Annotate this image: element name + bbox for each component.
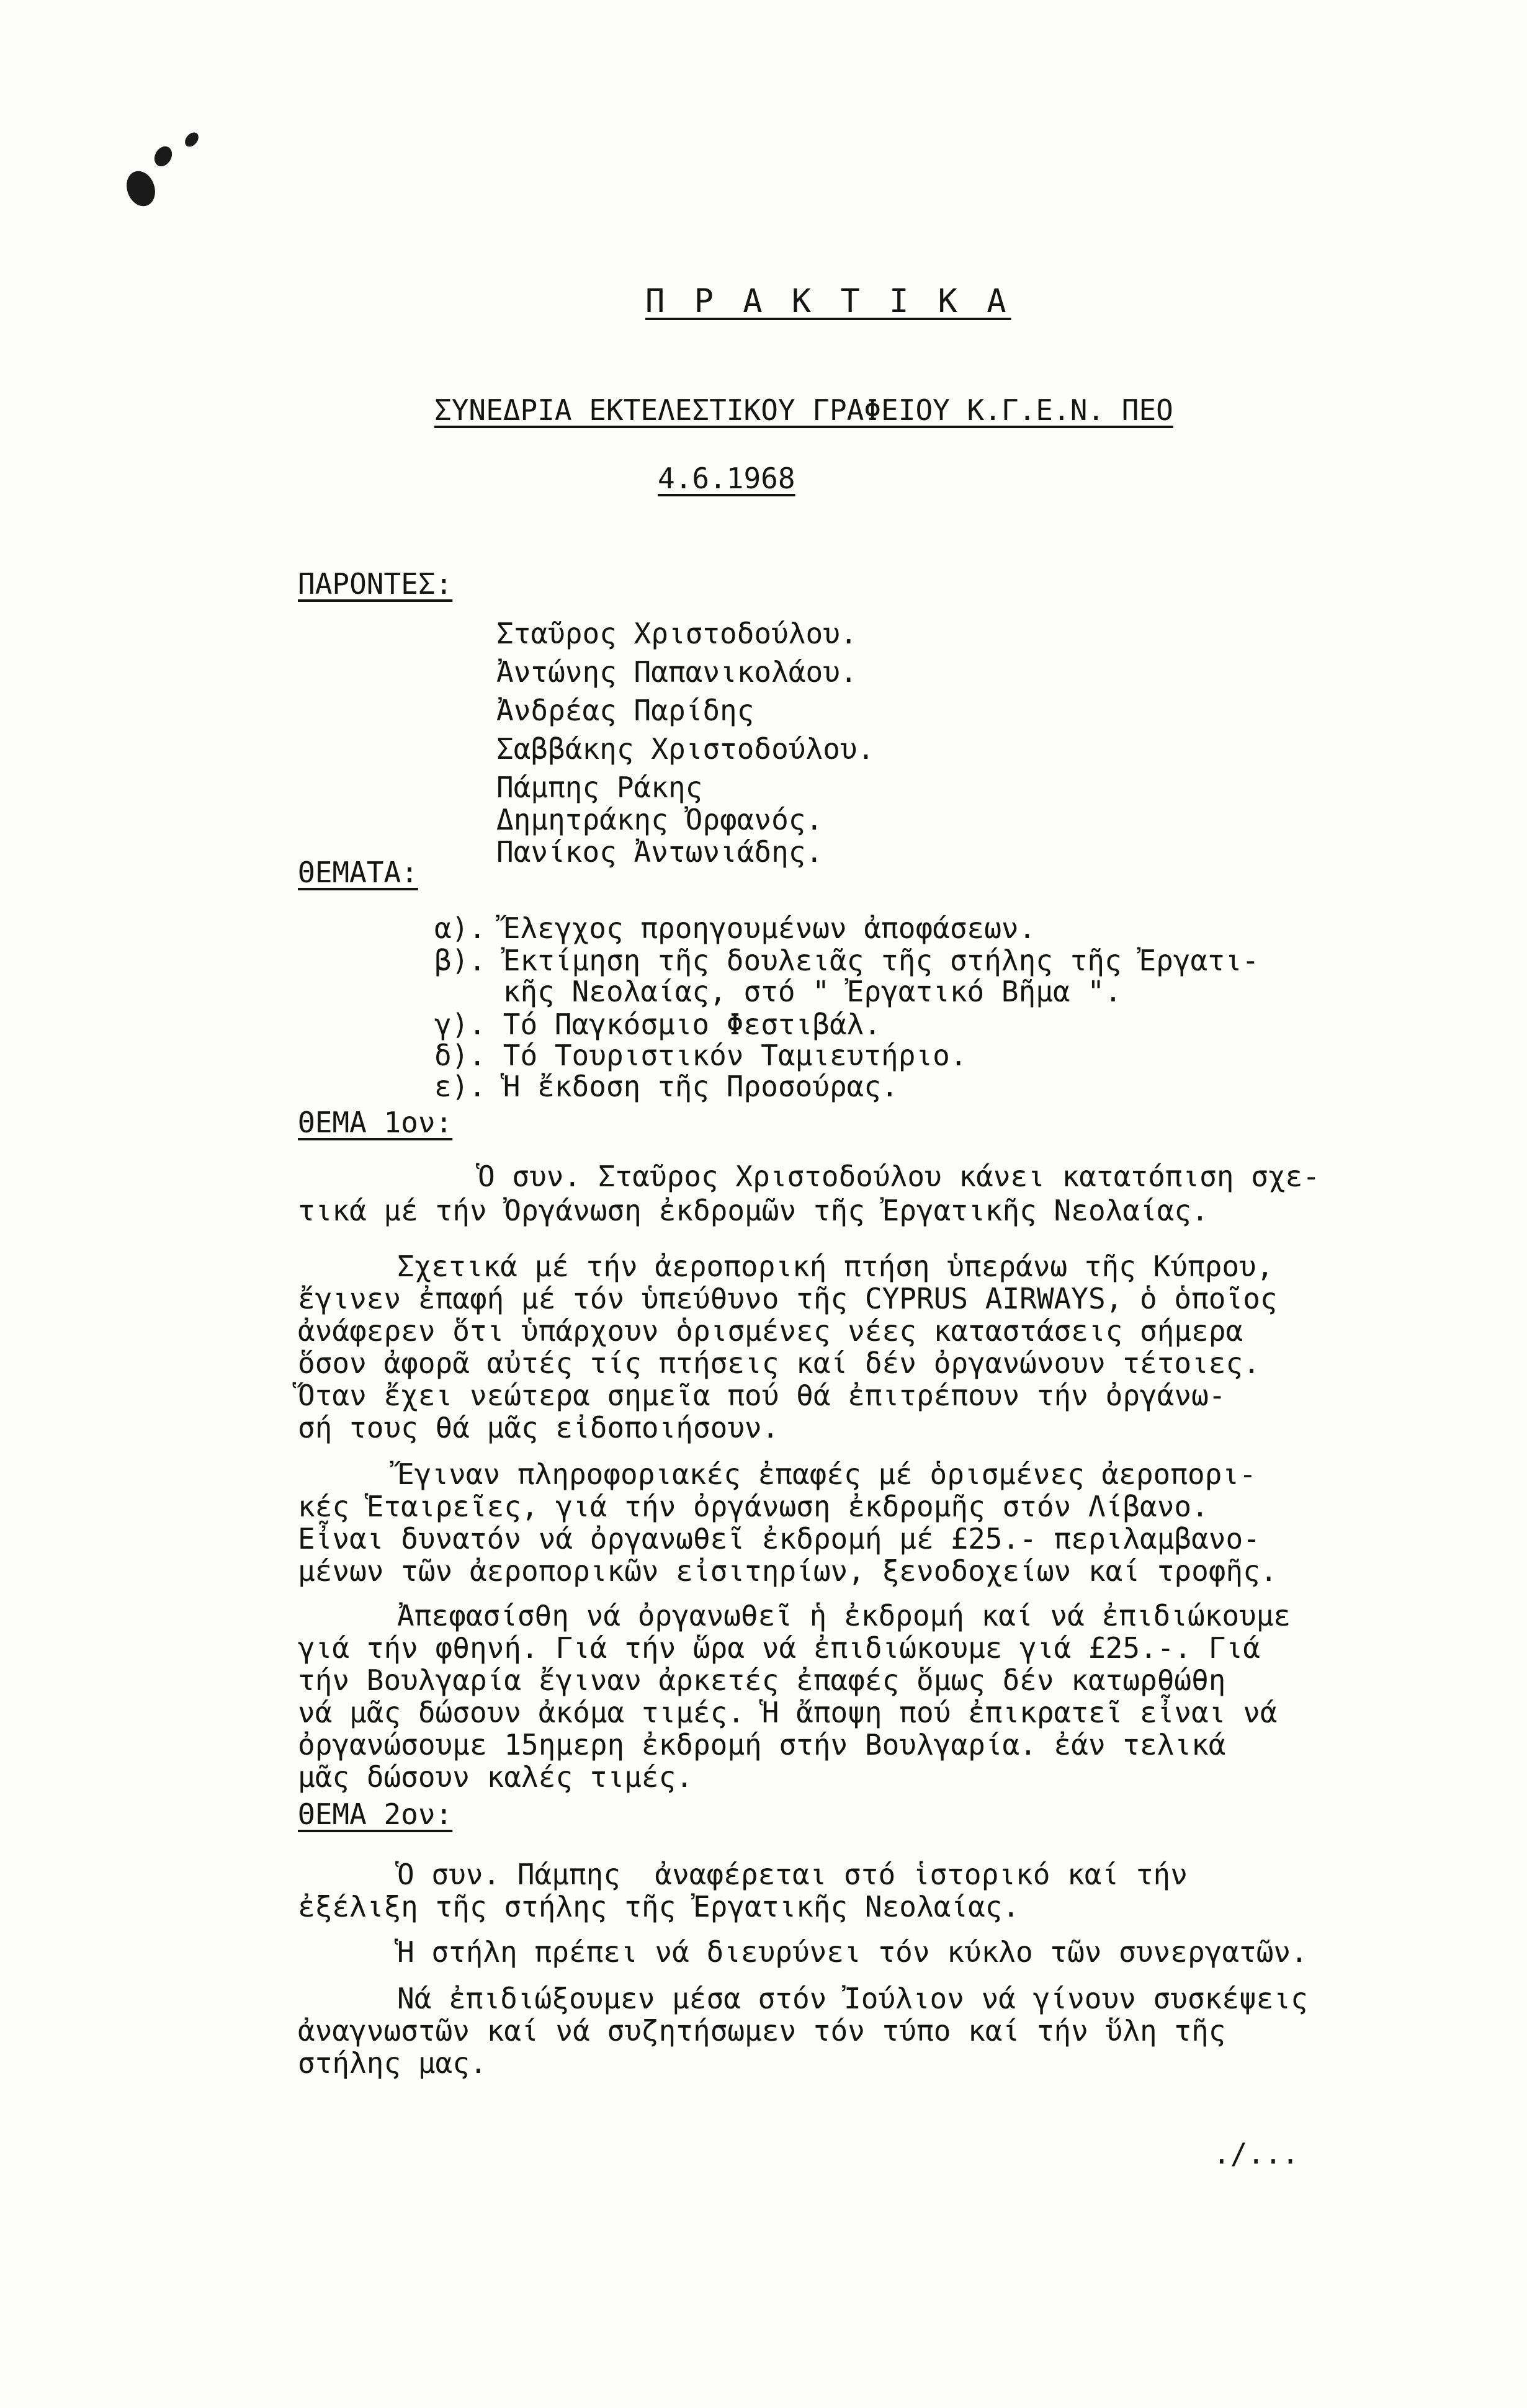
text-line: τήν Βουλγαρία ἔγιναν ἀρκετές ἐπαφές ὅμως δέν κατωρθώθη <box>298 1663 1226 1697</box>
text-line: ἀναγνωστῶν καί νά συζητήσωμεν τόν τύπο καί τήν ὕλη τῆς <box>298 2014 1226 2048</box>
attendee-name: Πάμπης Ράκης <box>496 771 703 804</box>
text-line: ἔγινεν ἐπαφή μέ τόν ὑπεύθυνο τῆς CYPRUS AIRWAYS, ὁ ὁποῖος <box>298 1282 1278 1315</box>
ink-blot <box>151 143 176 169</box>
text-line: Σχετικά μέ τήν ἀεροπορική πτήση ὑπεράνω τῆς Κύπρου, <box>397 1250 1274 1283</box>
text-line: μᾶς δώσουν καλές τιμές. <box>298 1760 693 1794</box>
text-line: σή τους θά μᾶς εἰδοποιήσουν. <box>298 1411 779 1444</box>
attendee-name: Δημητράκης Ὀρφανός. <box>496 803 823 836</box>
text-line: Εἶναι δυνατόν νά ὀργανωθεῖ ἐκδρομή μέ £25.- περιλαμβανο- <box>298 1522 1260 1555</box>
attendee-name: Πανίκος Ἀντωνιάδης. <box>496 835 823 869</box>
topic-item: δ). Τό Τουριστικόν Ταμιευτήριο. <box>434 1039 967 1072</box>
attendee-name: Σαββάκης Χριστοδούλου. <box>496 732 875 766</box>
text-line: Ἀπεφασίσθη νά ὀργανωθεῖ ἡ ἐκδρομή καί νά ἐπιδιώκουμε <box>397 1599 1291 1632</box>
attendee-name: Ἀνδρέας Παρίδης <box>496 694 755 727</box>
text-line: Ὁ συν. Σταῦρος Χριστοδούλου κάνει κατατόπιση σχε- <box>478 1160 1320 1193</box>
theme1-label: ΘΕΜΑ 1ον: <box>298 1106 453 1139</box>
meeting-heading: ΣΥΝΕΔΡΙΑ ΕΚΤΕΛΕΣΤΙΚΟΥ ΓΡΑΦΕΙΟΥ Κ.Γ.Ε.Ν. ΠΕΟ <box>434 393 1173 427</box>
document-title: Π Ρ Α Κ Τ Ι Κ Α <box>645 283 1011 320</box>
text-line: γιά τήν φθηνή. Γιά τήν ὥρα νά ἐπιδιώκουμε γιά £25.-. Γιά <box>298 1631 1260 1665</box>
text-line: Ὁ συν. Πάμπης ἀναφέρεται στό ἱστορικό καί τήν <box>397 1858 1188 1891</box>
text-line: Ὅταν ἔχει νεώτερα σημεῖα πού θά ἐπιτρέπουν τήν ὀργάνω- <box>298 1379 1226 1412</box>
text-line: ἀνάφερεν ὅτι ὑπάρχουν ὁρισμένες νέες καταστάσεις σήμερα <box>298 1314 1243 1348</box>
text-line: Ἡ στήλη πρέπει νά διευρύνει τόν κύκλο τῶν συνεργατῶν. <box>397 1935 1308 1969</box>
attendee-name: Ἀντώνης Παπανικολάου. <box>496 655 858 689</box>
continuation-mark: ./... <box>1213 2137 1299 2170</box>
text-line: ὅσον ἀφορᾶ αὐτές τίς πτήσεις καί δέν ὀργανώνουν τέτοιες. <box>298 1346 1260 1380</box>
text-line: τικά μέ τήν Ὀργάνωση ἐκδρομῶν τῆς Ἐργατικῆς Νεολαίας. <box>298 1194 1209 1227</box>
text-line: Νά ἐπιδιώξουμεν μέσα στόν Ἰούλιον νά γίνουν συσκέψεις <box>397 1982 1308 2015</box>
present-label: ΠΑΡΟΝΤΕΣ: <box>298 567 453 601</box>
theme2-label: ΘΕΜΑ 2ον: <box>298 1797 453 1831</box>
text-line: ὀργανώσουμε 15ημερη ἐκδρομή στήν Βουλγαρία. ἐάν τελικά <box>298 1728 1226 1761</box>
text-line: νά μᾶς δώσουν ἀκόμα τιμές. Ἡ ἄποψη πού ἐπικρατεῖ εἶναι νά <box>298 1696 1278 1729</box>
text-line: κές Ἑταιρεῖες, γιά τήν ὀργάνωση ἐκδρομῆς στόν Λίβανο. <box>298 1490 1209 1523</box>
ink-blot <box>122 167 159 210</box>
text-line: Ἔγιναν πληροφοριακές ἐπαφές μέ ὁρισμένες ἀεροπορι- <box>397 1457 1256 1491</box>
topic-item: β). Ἐκτίμηση τῆς δουλειᾶς τῆς στήλης τῆς Ἐργατι- <box>434 944 1260 977</box>
meeting-date: 4.6.1968 <box>658 462 795 495</box>
text-line: στήλης μας. <box>298 2046 487 2080</box>
topic-item: κῆς Νεολαίας, στό " Ἐργατικό Βῆμα ". <box>434 975 1122 1008</box>
attendee-name: Σταῦρος Χριστοδούλου. <box>496 617 858 650</box>
topic-item: γ). Τό Παγκόσμιο Φεστιβάλ. <box>434 1008 882 1041</box>
topic-item: α). Ἔλεγχος προηγουμένων ἀποφάσεων. <box>434 911 1036 945</box>
topic-item: ε). Ἡ ἔκδοση τῆς Προσούρας. <box>434 1070 898 1103</box>
text-line: ἐξέλιξη τῆς στήλης τῆς Ἐργατικῆς Νεολαίας. <box>298 1890 1020 1923</box>
text-line: μένων τῶν ἀεροπορικῶν εἰσιτηρίων, ξενοδοχείων καί τροφῆς. <box>298 1554 1278 1588</box>
ink-blot <box>182 130 202 149</box>
topics-label: ΘΕΜΑΤΑ: <box>298 856 418 889</box>
